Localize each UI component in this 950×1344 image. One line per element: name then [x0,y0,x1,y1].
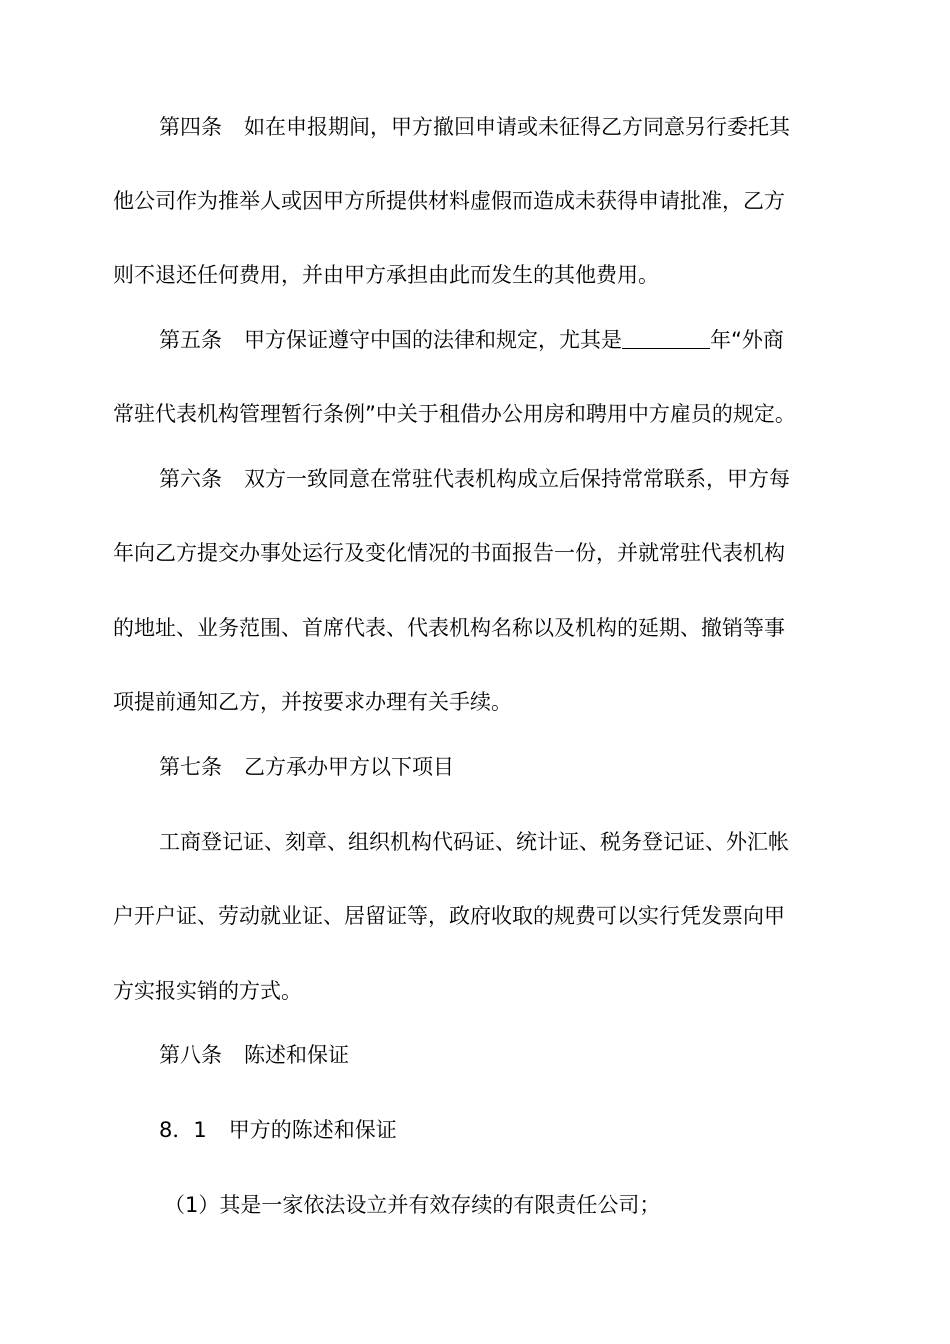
article-4-line-3: 则不退还任何费用，并由甲方承担由此而发生的其他费用。 [113,263,659,287]
section-8-1-number: 8．1 [159,1118,207,1142]
article-4-line-2: 他公司作为推举人或因甲方所提供材料虚假而造成未获得申请批准，乙方 [113,189,785,213]
article-7-line-2: 户开户证、劳动就业证、居留证等，政府收取的规费可以实行凭发票向甲 [113,904,785,928]
article-4-heading: 第四条 [159,115,222,139]
article-5-heading: 第五条 [159,328,222,352]
article-6-heading: 第六条 [159,467,222,491]
article-5-line-1: 第五条 甲方保证遵守中国的法律和规定，尤其是 年“外商 [159,328,784,352]
article-4-line-1: 第四条 如在申报期间，甲方撤回申请或未征得乙方同意另行委托其 [159,115,790,139]
blank-year-field [622,326,710,349]
article-6-line-3: 的地址、业务范围、首席代表、代表机构名称以及机构的延期、撤销等事 [113,616,785,640]
article-7-heading-line: 第七条 乙方承办甲方以下项目 [159,755,454,779]
article-6-line-2: 年向乙方提交办事处运行及变化情况的书面报告一份，并就常驻代表机构 [113,541,785,565]
article-7-line-1: 工商登记证、刻章、组织机构代码证、统计证、税务登记证、外汇帐 [159,830,789,854]
article-7-heading: 第七条 [159,755,222,779]
article-8-heading-line: 第八条 陈述和保证 [159,1043,349,1067]
section-8-1-item-1: （1）其是一家依法设立并有效存续的有限责任公司； [164,1193,661,1217]
article-5-line-2: 常驻代表机构管理暂行条例”中关于租借办公用房和聘用中方雇员的规定。 [113,402,796,426]
section-8-1-heading: 8．1 甲方的陈述和保证 [159,1118,397,1142]
article-8-heading: 第八条 [159,1043,222,1067]
article-6-line-1: 第六条 双方一致同意在常驻代表机构成立后保持常常联系，甲方每 [159,467,790,491]
article-7-line-3: 方实报实销的方式。 [113,979,302,1003]
article-6-line-4: 项提前通知乙方，并按要求办理有关手续。 [113,690,512,714]
